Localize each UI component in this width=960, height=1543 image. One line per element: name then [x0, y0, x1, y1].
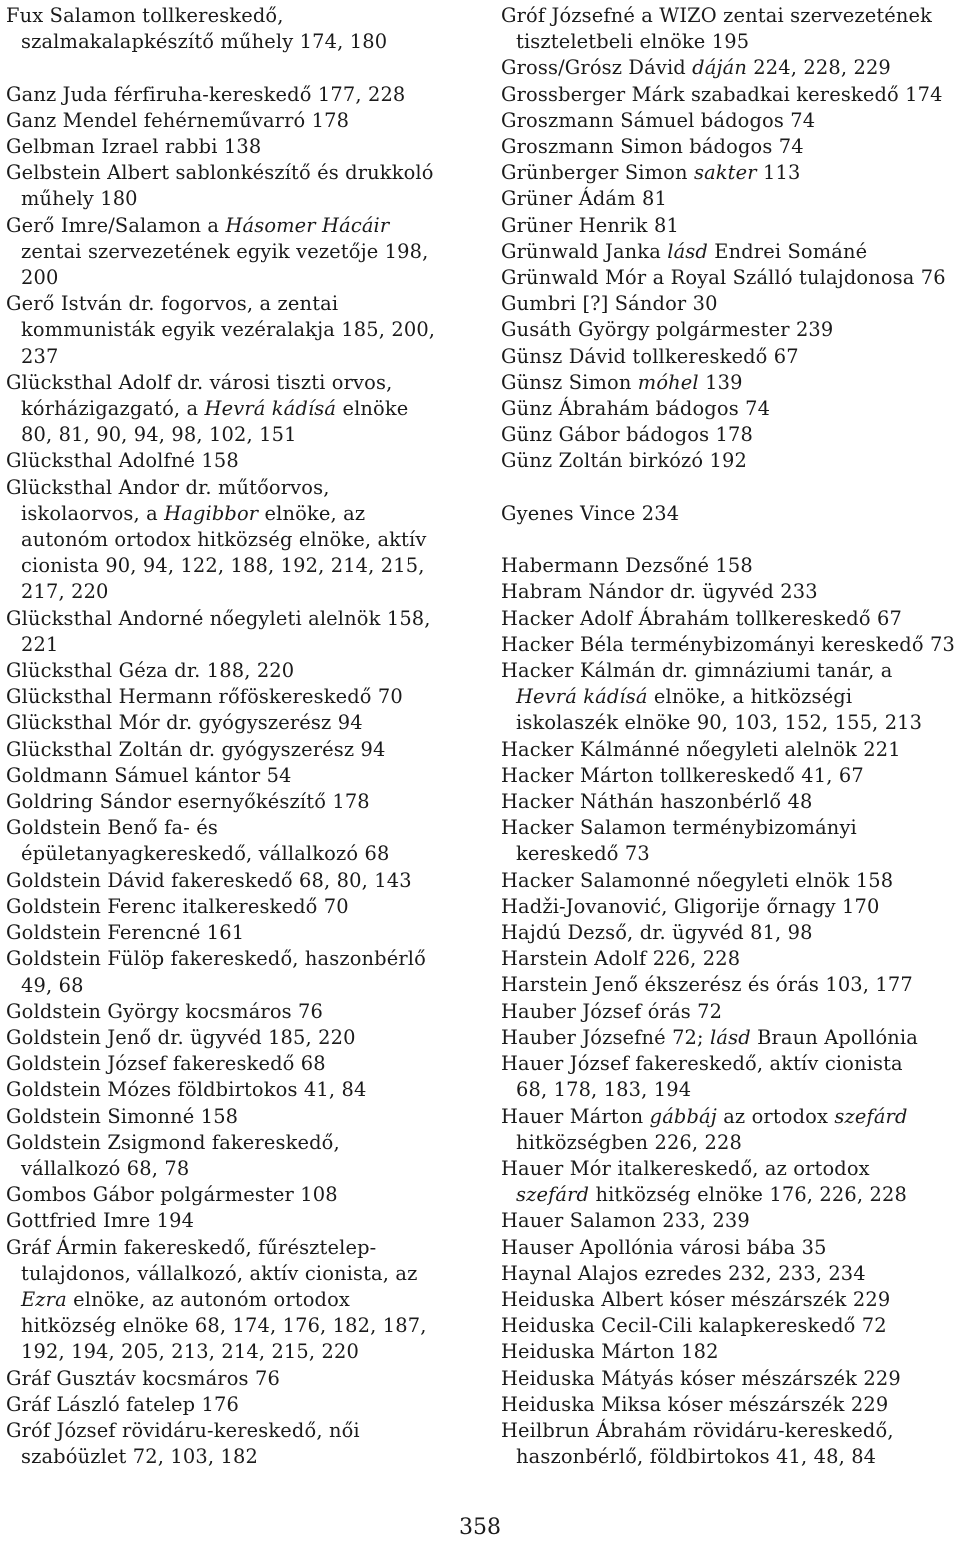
index-entry — [501, 1051, 960, 1103]
index-entry — [6, 1077, 472, 1103]
index-text: Goldstein Mózes földbirtokos 41, 84 — [6, 1078, 367, 1102]
index-text: Groszmann Simon bádogos 74 — [501, 135, 804, 159]
index-entry — [6, 108, 472, 134]
index-entry — [501, 999, 960, 1025]
index-text: 200 — [21, 266, 59, 290]
index-text: 113 — [756, 161, 801, 185]
index-text: Heiduska Albert kóser mészárszék 229 — [501, 1287, 891, 1311]
index-text: Ganz Mendel fehérneművarró 178 — [6, 108, 350, 132]
index-text: Hauber Józsefné 72; — [501, 1025, 711, 1049]
index-text: Habram Nándor dr. ügyvéd 233 — [501, 580, 818, 604]
section-gap — [6, 55, 472, 81]
index-text: Ganz Juda férfiruha-kereskedő 177, 228 — [6, 82, 406, 106]
index-entry — [6, 160, 472, 212]
index-entry — [501, 3, 960, 55]
index-text: Goldstein Ferenc italkereskedő 70 — [6, 894, 349, 918]
index-entry — [6, 946, 472, 998]
index-text: Fux Salamon tollkereskedő, — [6, 4, 284, 27]
index-entry — [501, 632, 960, 658]
index-text: Glücksthal Andor dr. műtőorvos, — [6, 475, 330, 499]
index-text: Gumbri [?] Sándor 30 — [501, 292, 718, 316]
index-text: elnöke, az autonóm ortodox — [66, 1287, 351, 1311]
index-text: Goldstein Ferencné 161 — [6, 921, 245, 945]
index-entry — [6, 763, 472, 789]
index-text: tulajdonos, vállalkozó, aktív cionista, az — [21, 1261, 418, 1285]
index-text: Goldstein Dávid fakereskedő 68, 80, 143 — [6, 868, 412, 892]
index-text: Hauer Salamon 233, 239 — [501, 1209, 750, 1233]
index-text: Heiduska Cecil-Cili kalapkereskedő 72 — [501, 1314, 887, 1338]
index-entry — [501, 1287, 960, 1313]
index-text: Habermann Dezsőné 158 — [501, 554, 753, 578]
index-entry — [501, 344, 960, 370]
index-term-italic: lásd — [667, 239, 708, 263]
index-text: Hacker Salamonné nőegyleti elnök 158 — [501, 868, 894, 892]
index-entry — [501, 763, 960, 789]
index-text: Goldmann Sámuel kántor 54 — [6, 763, 292, 787]
index-entry — [501, 920, 960, 946]
index-text: hitközségben 226, 228 — [516, 1130, 743, 1154]
index-entry — [6, 684, 472, 710]
index-entry — [6, 1235, 472, 1366]
index-text: Goldstein Benő fa- és — [6, 816, 218, 840]
index-entry — [501, 1418, 960, 1470]
index-entry — [501, 55, 960, 81]
index-entry — [6, 1025, 472, 1051]
index-text: Gróf Józsefné a WIZO zentai szervezetének — [501, 4, 933, 27]
index-entry — [501, 396, 960, 422]
index-text: szalmakalapkészítő műhely 174, 180 — [21, 30, 388, 54]
index-entry — [6, 868, 472, 894]
index-column-left — [6, 3, 472, 1470]
index-term-italic: Hevrá kádísá — [516, 685, 648, 709]
index-text: hitközség elnöke 176, 226, 228 — [589, 1183, 907, 1207]
index-text: Hacker Náthán haszonbérlő 48 — [501, 790, 813, 814]
index-entry — [6, 606, 472, 658]
index-entry — [6, 475, 472, 606]
page-number: 358 — [459, 1515, 501, 1540]
index-entry — [501, 82, 960, 108]
index-text: Grüner Ádám 81 — [501, 187, 667, 211]
index-entry — [501, 737, 960, 763]
index-entry — [501, 946, 960, 972]
index-text: iskolaorvos, a — [21, 501, 165, 525]
index-term-italic: Ezra — [21, 1287, 67, 1311]
section-gap — [501, 475, 960, 501]
index-text: Hacker Adolf Ábrahám tollkereskedő 67 — [501, 606, 902, 630]
index-entry — [501, 1235, 960, 1261]
index-text: műhely 180 — [21, 187, 138, 211]
index-text: Hadži-Jovanović, Gligorije őrnagy 170 — [501, 894, 880, 918]
index-text: kereskedő 73 — [516, 842, 650, 866]
index-text: Goldstein György kocsmáros 76 — [6, 999, 324, 1023]
index-term-italic: lásd — [710, 1025, 751, 1049]
index-entry — [6, 1051, 472, 1077]
index-text: Grünwald Mór a Royal Szálló tulajdonosa 76 — [501, 266, 946, 290]
index-text: Goldstein Fülöp fakereskedő, haszonbérlő — [6, 947, 426, 971]
index-entry — [501, 1261, 960, 1287]
index-text: Goldstein Simonné 158 — [6, 1104, 239, 1128]
index-text: Gombos Gábor polgármester 108 — [6, 1183, 338, 1207]
index-entry — [501, 1339, 960, 1365]
index-text: Hauer Márton — [501, 1104, 650, 1128]
index-text: kórházigazgató, a — [21, 397, 205, 421]
index-entry — [501, 1392, 960, 1418]
index-entry — [6, 134, 472, 160]
index-text: Glücksthal Hermann rőföskereskedő 70 — [6, 685, 403, 709]
index-text: 139 — [698, 370, 743, 394]
index-text: Gusáth György polgármester 239 — [501, 318, 834, 342]
index-text: Gottfried Imre 194 — [6, 1209, 195, 1233]
index-entry — [6, 370, 472, 449]
index-text: elnöke, az — [258, 501, 366, 525]
index-text: Goldstein Zsigmond fakereskedő, — [6, 1130, 340, 1154]
index-term-italic: Hevrá kádísá — [204, 397, 337, 421]
index-text: Grossberger Márk szabadkai kereskedő 174 — [501, 82, 943, 106]
index-text: Heiduska Miksa kóser mészárszék 229 — [501, 1392, 889, 1416]
index-entry — [501, 658, 960, 737]
index-term-italic: gábbáj — [649, 1104, 717, 1128]
index-text: Heiduska Márton 182 — [501, 1340, 719, 1364]
index-text: Hacker Márton tollkereskedő 41, 67 — [501, 763, 864, 787]
index-text: Günsz Simon — [501, 370, 638, 394]
index-entry — [501, 265, 960, 291]
index-text: Endrei Sománé — [707, 239, 868, 263]
index-text: Gelbstein Albert sablonkészítő és drukkoló — [6, 161, 434, 185]
index-entry — [6, 448, 472, 474]
index-text: az ortodox — [716, 1104, 835, 1128]
index-entry — [501, 972, 960, 998]
index-text: Gróf József rövidáru-kereskedő, női — [6, 1418, 360, 1442]
index-text: 224, 228, 229 — [746, 56, 891, 80]
index-entry — [6, 789, 472, 815]
index-entry — [501, 868, 960, 894]
index-entry — [6, 894, 472, 920]
index-entry — [6, 291, 472, 370]
index-text: Glücksthal Mór dr. gyógyszerész 94 — [6, 711, 363, 735]
index-entry — [501, 1156, 960, 1208]
index-entry — [6, 1130, 472, 1182]
index-entry — [501, 186, 960, 212]
index-entry — [501, 1208, 960, 1234]
index-entry — [501, 239, 960, 265]
index-text: Goldring Sándor esernyőkészítő 178 — [6, 790, 370, 814]
index-entry — [501, 1313, 960, 1339]
index-text: 68, 178, 183, 194 — [516, 1078, 692, 1102]
index-text: elnöke — [336, 397, 409, 421]
index-text: Groszmann Sámuel bádogos 74 — [501, 108, 816, 132]
index-text: Gerő István dr. fogorvos, a zentai — [6, 292, 339, 316]
index-text: Günz Zoltán birkózó 192 — [501, 449, 748, 473]
index-entry — [6, 1366, 472, 1392]
index-text: vállalkozó 68, 78 — [21, 1156, 190, 1180]
index-text: Hacker Salamon terménybizományi — [501, 816, 857, 840]
index-text: Glücksthal Andorné nőegyleti alelnök 158, — [6, 606, 431, 630]
index-text: Glücksthal Zoltán dr. gyógyszerész 94 — [6, 737, 386, 761]
index-text: 221 — [21, 632, 59, 656]
index-text: 49, 68 — [21, 973, 84, 997]
index-entry — [501, 501, 960, 527]
index-text: 192, 194, 205, 213, 214, 215, 220 — [21, 1340, 359, 1364]
index-entry — [501, 108, 960, 134]
index-text: Gráf Gusztáv kocsmáros 76 — [6, 1366, 280, 1390]
index-term-italic: dáján — [692, 56, 747, 80]
index-entry — [6, 658, 472, 684]
index-text: Hauber József órás 72 — [501, 999, 723, 1023]
index-text: cionista 90, 94, 122, 188, 192, 214, 215, — [21, 554, 425, 578]
index-text: Hauser Apollónia városi bába 35 — [501, 1235, 827, 1259]
index-entry — [501, 894, 960, 920]
index-entry — [6, 920, 472, 946]
index-entry — [501, 370, 960, 396]
index-entry — [501, 1366, 960, 1392]
index-text: haszonbérlő, földbirtokos 41, 48, 84 — [516, 1445, 877, 1469]
index-text: Braun Apollónia — [750, 1025, 918, 1049]
index-term-italic: móhel — [637, 370, 699, 394]
index-text: Haynal Alajos ezredes 232, 233, 234 — [501, 1261, 866, 1285]
index-entry — [6, 213, 472, 292]
index-text: Hacker Kálmán dr. gimnáziumi tanár, a — [501, 659, 893, 683]
index-text: 80, 81, 90, 94, 98, 102, 151 — [21, 423, 297, 447]
index-entry — [6, 710, 472, 736]
index-entry — [501, 291, 960, 317]
index-entry — [501, 579, 960, 605]
index-entry — [501, 448, 960, 474]
index-entry — [501, 160, 960, 186]
index-text: Harstein Adolf 226, 228 — [501, 947, 741, 971]
index-entry — [501, 1104, 960, 1156]
index-entry — [501, 422, 960, 448]
index-text: 217, 220 — [21, 580, 109, 604]
index-text: Gráf László fatelep 176 — [6, 1392, 240, 1416]
index-term-italic: szefárd — [834, 1104, 908, 1128]
index-text: 237 — [21, 344, 59, 368]
index-text: Glücksthal Géza dr. 188, 220 — [6, 659, 295, 683]
index-text: Günz Ábrahám bádogos 74 — [501, 397, 771, 421]
index-term-italic: Hásomer Hácáir — [225, 213, 390, 237]
index-text: zentai szervezetének egyik vezetője 198, — [21, 239, 429, 263]
index-text: Hauer József fakereskedő, aktív cionista — [501, 1052, 903, 1076]
index-text: Grünberger Simon — [501, 161, 694, 185]
index-text: iskolaszék elnöke 90, 103, 152, 155, 213 — [516, 711, 923, 735]
index-entry — [6, 815, 472, 867]
index-entry — [6, 1104, 472, 1130]
index-column-right — [501, 3, 960, 1470]
index-entry — [6, 3, 472, 55]
index-text: Goldstein József fakereskedő 68 — [6, 1052, 326, 1076]
index-text: Heilbrun Ábrahám rövidáru-kereskedő, — [501, 1418, 894, 1442]
index-text: Gráf Ármin fakereskedő, fűrésztelep- — [6, 1235, 377, 1259]
index-entry — [501, 317, 960, 343]
section-gap — [501, 527, 960, 553]
index-term-italic: Hagibbor — [164, 501, 259, 525]
index-entry — [6, 82, 472, 108]
index-text: Glücksthal Adolfné 158 — [6, 449, 239, 473]
index-text: Günz Gábor bádogos 178 — [501, 423, 753, 447]
index-text: Goldstein Jenő dr. ügyvéd 185, 220 — [6, 1025, 356, 1049]
index-text: tiszteletbeli elnöke 195 — [516, 30, 750, 54]
index-entry — [501, 553, 960, 579]
index-text: Günsz Dávid tollkereskedő 67 — [501, 344, 799, 368]
index-entry — [6, 1418, 472, 1470]
index-text: elnöke, a hitközségi — [647, 685, 853, 709]
index-entry — [501, 1025, 960, 1051]
index-text: kommunisták egyik vezéralakja 185, 200, — [21, 318, 436, 342]
index-text: Hajdú Dezső, dr. ügyvéd 81, 98 — [501, 921, 813, 945]
index-entry — [501, 789, 960, 815]
index-text: Gelbman Izrael rabbi 138 — [6, 135, 262, 158]
index-text: Gross/Grósz Dávid — [501, 56, 693, 80]
index-entry — [501, 213, 960, 239]
index-text: Hacker Béla terménybizományi kereskedő 73 — [501, 632, 955, 656]
index-entry — [6, 737, 472, 763]
index-text: Heiduska Mátyás kóser mészárszék 229 — [501, 1366, 901, 1390]
index-entry — [501, 606, 960, 632]
index-text: Grüner Henrik 81 — [501, 213, 679, 237]
index-entry — [6, 1208, 472, 1234]
index-text: hitközség elnöke 68, 174, 176, 182, 187, — [21, 1314, 427, 1338]
index-term-italic: sakter — [693, 161, 757, 185]
index-entry — [6, 1182, 472, 1208]
index-text: Harstein Jenő ékszerész és órás 103, 177 — [501, 973, 913, 997]
index-text: Gerő Imre/Salamon a — [6, 213, 226, 237]
index-entry — [501, 815, 960, 867]
index-text: Hauer Mór italkereskedő, az ortodox — [501, 1156, 870, 1180]
index-text: Glücksthal Adolf dr. városi tiszti orvos, — [6, 370, 393, 394]
index-text: autonóm ortodox hitközség elnöke, aktív — [21, 528, 427, 552]
index-entry — [6, 1392, 472, 1418]
index-entry — [6, 999, 472, 1025]
index-text: szabóüzlet 72, 103, 182 — [21, 1445, 258, 1469]
index-text: Grünwald Janka — [501, 239, 668, 263]
index-text: Gyenes Vince 234 — [501, 501, 680, 525]
index-entry — [501, 134, 960, 160]
index-text: épületanyagkereskedő, vállalkozó 68 — [21, 842, 390, 866]
index-text: Hacker Kálmánné nőegyleti alelnök 221 — [501, 737, 901, 761]
index-term-italic: szefárd — [516, 1183, 590, 1207]
